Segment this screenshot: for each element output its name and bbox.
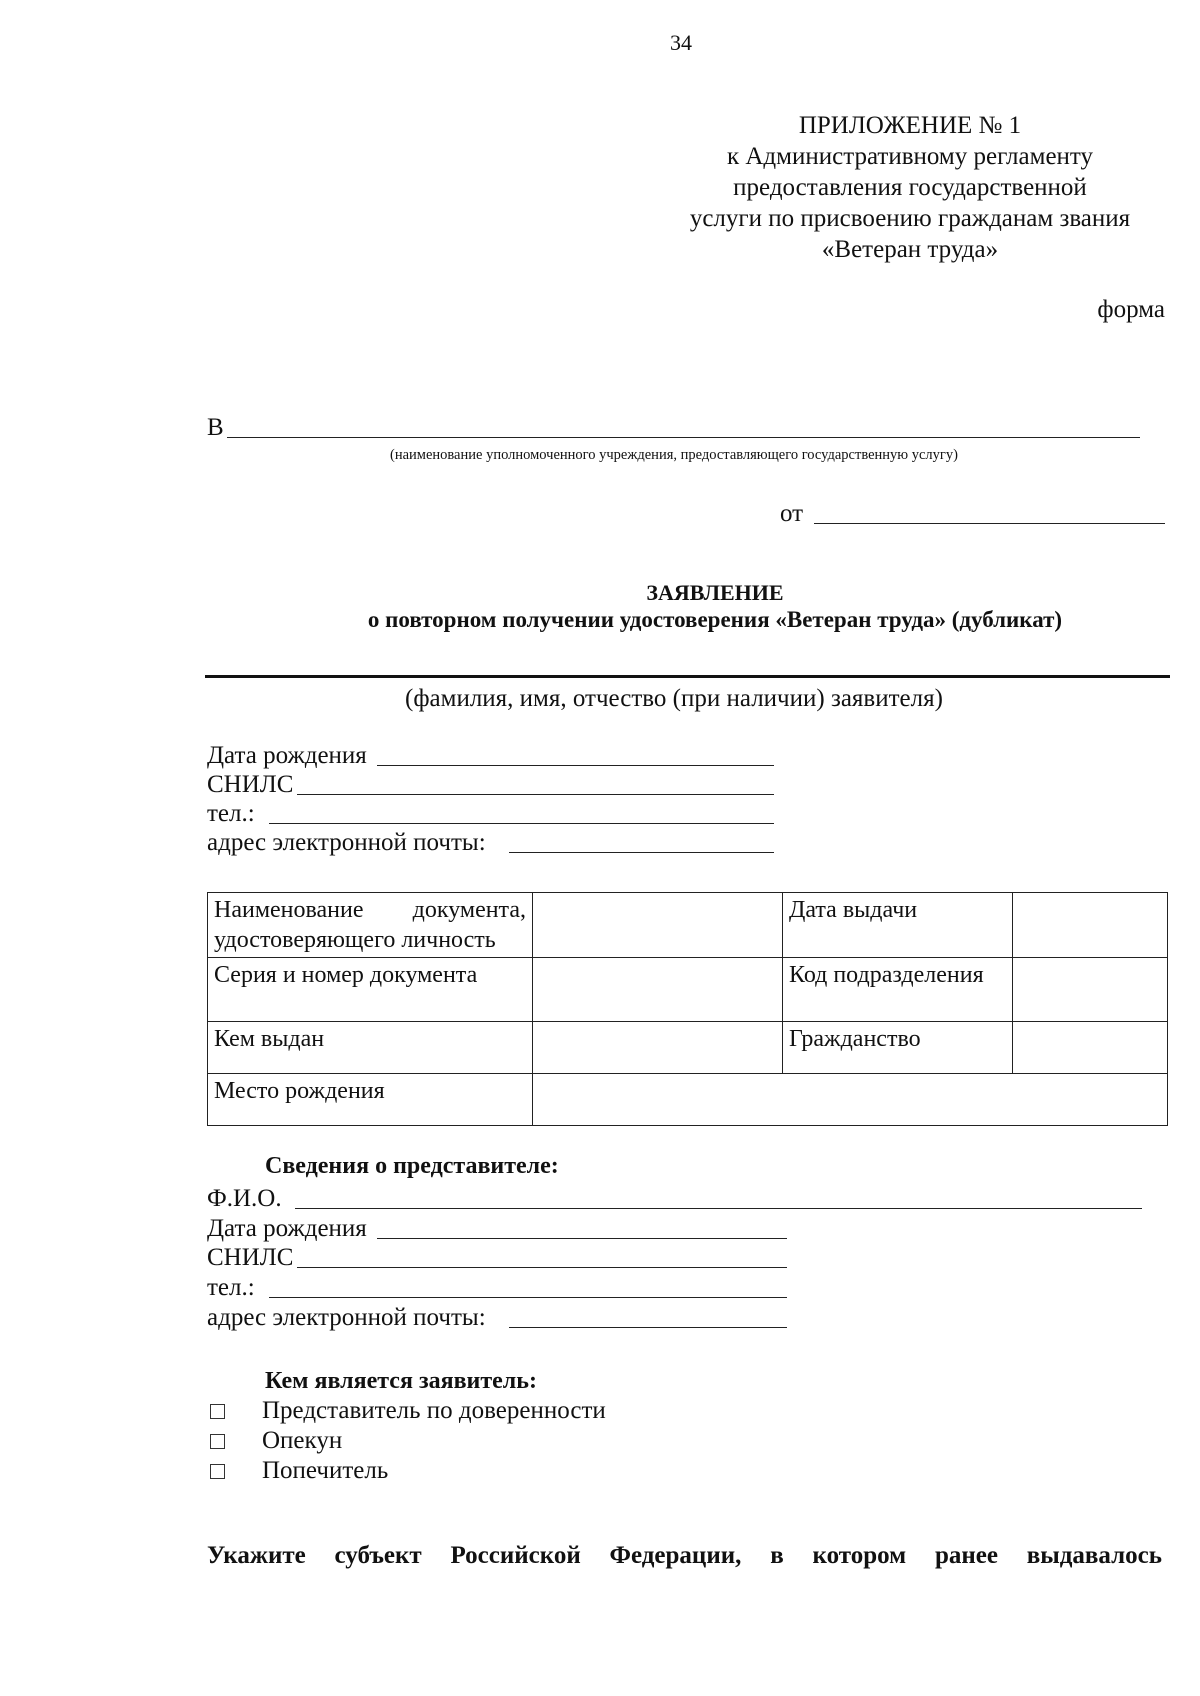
recipient-row <box>207 410 1140 440</box>
birth-date-label: Дата рождения <box>207 742 367 769</box>
option-label: Представитель по доверенности <box>262 1397 606 1424</box>
fio-field[interactable] <box>295 1208 1142 1209</box>
issued-by-label: Кем выдан <box>208 1022 533 1074</box>
fio-label: Ф.И.О. <box>207 1185 282 1212</box>
table-row <box>208 1074 1168 1126</box>
region-instruction: Укажите субъект Российской Федерации, в котором ранее выдавалось <box>207 1542 1162 1569</box>
representative-fio-row <box>207 1181 1142 1211</box>
birth-date-field[interactable] <box>377 765 774 766</box>
series-number-label: Серия и номер документа <box>208 958 533 1022</box>
sender-row <box>780 496 1165 526</box>
birth-place-cell[interactable] <box>533 1074 1168 1126</box>
identity-document-table <box>207 892 1168 1126</box>
appendix-header <box>640 110 1180 265</box>
phone-field[interactable] <box>269 1297 787 1298</box>
issue-date-label: Дата выдачи <box>783 893 1013 958</box>
division-code-label: Код подразделения <box>783 958 1013 1022</box>
email-label: адрес электронной почты: <box>207 829 486 856</box>
document-subtitle: о повторном получении удостоверения «Ветеран труда» (дубликат) <box>367 607 1063 632</box>
applicant-snils-row <box>207 767 774 797</box>
representative-phone-row <box>207 1270 787 1300</box>
phone-label: тел.: <box>207 800 255 827</box>
snils-field[interactable] <box>297 1267 787 1268</box>
table-row <box>208 1022 1168 1074</box>
appendix-line: предоставления государственной <box>733 174 1087 201</box>
appendix-line: к Административному регламенту <box>726 143 1094 170</box>
phone-label: тел.: <box>207 1274 255 1301</box>
sender-label: от <box>780 500 804 527</box>
table-row <box>208 893 1168 958</box>
representative-snils-row <box>207 1240 787 1270</box>
email-label: адрес электронной почты: <box>207 1304 486 1331</box>
phone-field[interactable] <box>269 823 774 824</box>
issued-by-cell[interactable] <box>533 1022 783 1074</box>
form-label: форма <box>1097 296 1165 323</box>
snils-label: СНИЛС <box>207 771 294 798</box>
table-row <box>208 958 1168 1022</box>
doc-name-label: Наименование документа, удостоверяющего личность <box>208 893 533 958</box>
email-field[interactable] <box>509 852 774 853</box>
option-label: Попечитель <box>262 1457 389 1484</box>
checkbox[interactable] <box>210 1464 225 1479</box>
recipient-field[interactable] <box>227 437 1140 438</box>
birth-date-label: Дата рождения <box>207 1215 367 1242</box>
sender-field[interactable] <box>814 523 1165 524</box>
division-code-cell[interactable] <box>1013 958 1168 1022</box>
appendix-line: «Ветеран труда» <box>821 236 999 263</box>
doc-name-cell[interactable] <box>533 893 783 958</box>
applicant-name-field[interactable] <box>205 675 1170 678</box>
applicant-birth-date-row <box>207 738 774 768</box>
appendix-line: услуги по присвоению гражданам звания <box>689 205 1131 232</box>
appendix-title: ПРИЛОЖЕНИЕ № 1 <box>798 112 1022 139</box>
snils-field[interactable] <box>297 794 774 795</box>
checkbox[interactable] <box>210 1404 225 1419</box>
option-label: Опекун <box>262 1427 343 1454</box>
snils-label: СНИЛС <box>207 1244 294 1271</box>
applicant-name-caption: (фамилия, имя, отчество (при наличии) заявителя) <box>405 685 943 712</box>
birth-place-label: Место рождения <box>208 1074 533 1126</box>
issue-date-cell[interactable] <box>1013 893 1168 958</box>
representative-birth-date-row <box>207 1211 787 1241</box>
applicant-phone-row <box>207 796 774 826</box>
birth-date-field[interactable] <box>377 1238 787 1239</box>
recipient-caption: (наименование уполномоченного учреждения, предоставляющего государственную услугу) <box>390 447 958 463</box>
citizenship-cell[interactable] <box>1013 1022 1168 1074</box>
checkbox[interactable] <box>210 1434 225 1449</box>
citizenship-label: Гражданство <box>783 1022 1013 1074</box>
recipient-label: В <box>207 414 224 441</box>
page-number: 34 <box>670 30 692 55</box>
representative-email-row <box>207 1300 787 1330</box>
document-title: ЗАЯВЛЕНИЕ <box>646 580 784 605</box>
representative-heading: Сведения о представителе: <box>265 1153 559 1179</box>
applicant-type-heading: Кем является заявитель: <box>265 1368 537 1394</box>
series-number-cell[interactable] <box>533 958 783 1022</box>
email-field[interactable] <box>509 1327 787 1328</box>
applicant-email-row <box>207 825 774 855</box>
